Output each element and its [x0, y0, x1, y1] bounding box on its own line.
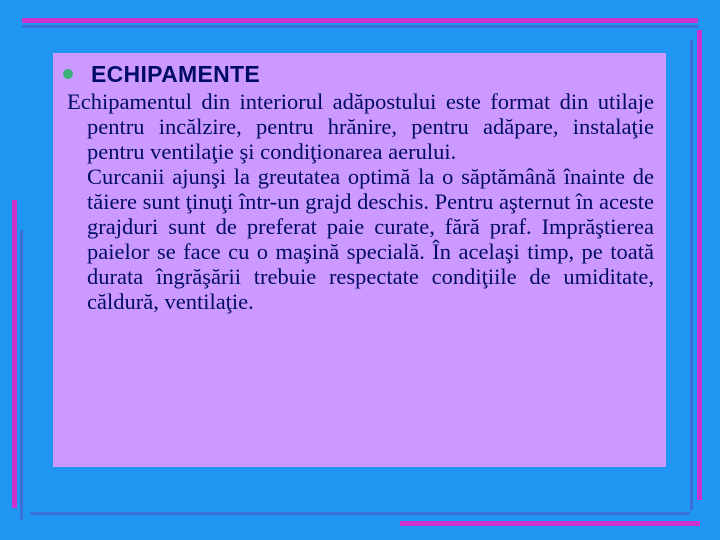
- decorative-line-bottom: [400, 521, 700, 526]
- decorative-line-top: [22, 18, 698, 23]
- decorative-line-bottom-inner: [30, 512, 690, 515]
- decorative-line-right-inner: [690, 40, 693, 510]
- decorative-line-right: [697, 30, 702, 500]
- paragraph-turkeys: Curcanii ajunşi la greutatea optimă la o săptămână înainte de tăiere sunt ţinuţi într-un grajd deschis. Pentru aşternut în aceste grajduri sunt de preferat paie curate, fără praf. Imprăştierea paielor se face cu o maşină specială. În acelaşi timp, pe toată durata îngrăşării trebuie respectate condiţiile de umiditate, căldură, ventilaţie.: [87, 164, 654, 314]
- heading-row: [63, 59, 654, 89]
- decorative-line-left: [12, 200, 17, 508]
- decorative-line-top-inner: [22, 25, 698, 28]
- paragraph-equipment: Echipamentul din interiorul adăpostului este format din utilaje pentru incălzire, pentru hrănire, pentru adăpare, instalaţie pentru ventilaţie şi condiţionarea aerului.: [67, 89, 654, 164]
- round-bullet-icon: [63, 69, 73, 79]
- decorative-line-left-inner: [20, 230, 23, 520]
- slide-content-panel: [53, 53, 666, 467]
- slide-heading: ECHIPAMENTE: [91, 60, 260, 87]
